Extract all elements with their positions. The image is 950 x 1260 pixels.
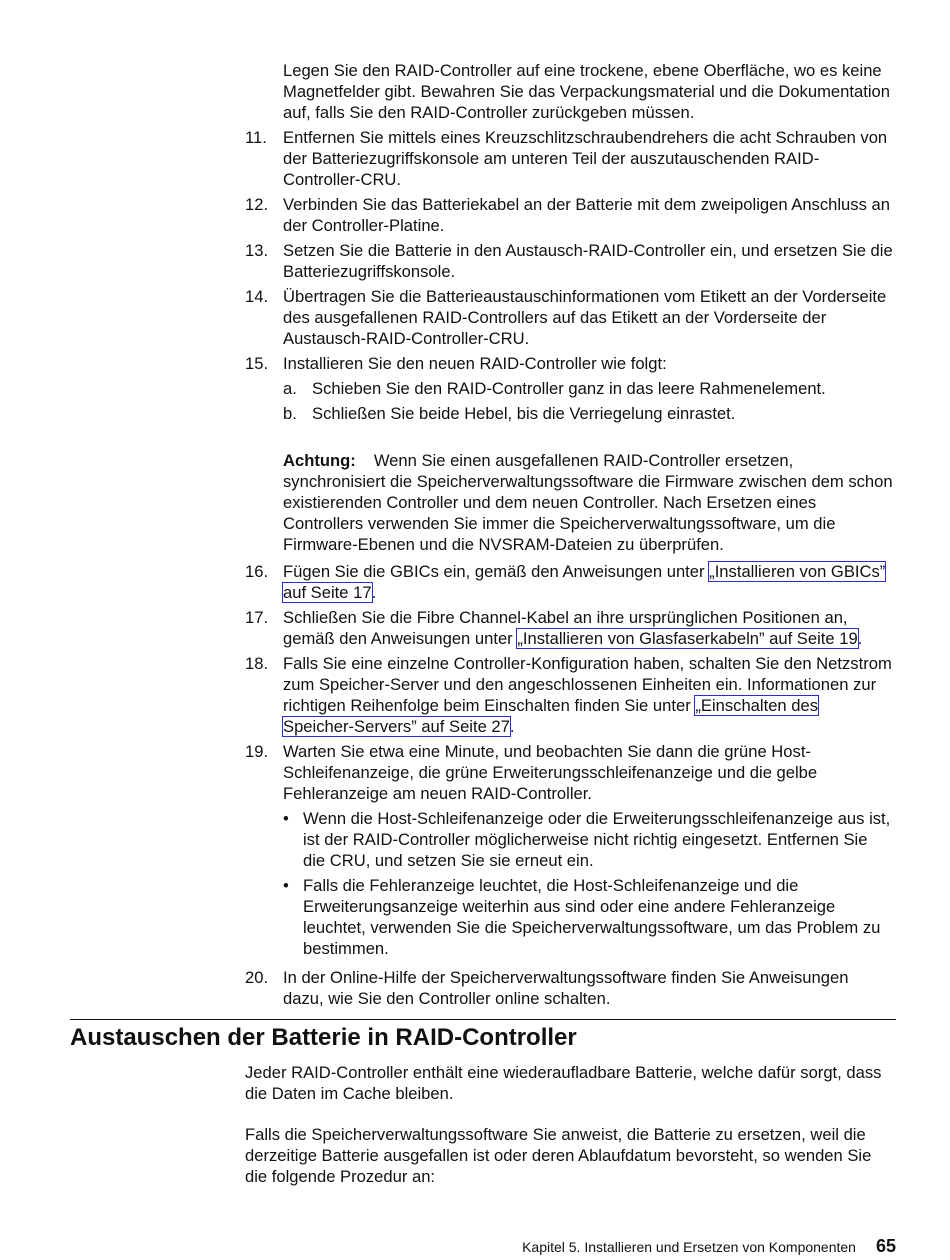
step-text-end: . — [857, 629, 863, 648]
substep-item — [283, 378, 893, 399]
list-item — [245, 561, 893, 603]
list-item — [245, 127, 893, 190]
bullet-icon: • — [283, 876, 289, 895]
cross-reference-link[interactable]: „Installieren von GBICs” auf Seite 17 — [283, 562, 886, 602]
intro-paragraph: Legen Sie den RAID-Controller auf eine trockene, ebene Oberfläche, wo es keine Magnetfelder gibt. Bewahren Sie das Verpackungsmaterial und die Dokumentation auf, falls Sie den RAID-Controller zurückgeben müssen. — [283, 61, 890, 122]
step-number: 15. — [245, 354, 269, 373]
cross-reference-link[interactable]: „Einschalten des Speicher-Servers” auf Seite 27 — [283, 696, 819, 736]
step-text: Warten Sie etwa eine Minute, und beobachten Sie dann die grüne Host-Schleifenanzeige, die grüne Erweiterungsschleifenanzeige und die gelbe Fehleranzeige am neuen RAID-Controller. — [283, 742, 818, 803]
step-text: Übertragen Sie die Batterieaustauschinformationen vom Etikett an der Vorderseite des ausgefallenen RAID-Controllers auf das Etikett an der Vorderseite der Austausch-RAID-Controller-CRU. — [283, 287, 887, 348]
step-number: 20. — [245, 968, 269, 987]
step-text: Installieren Sie den neuen RAID-Controller wie folgt: — [283, 354, 667, 373]
page-number: 65 — [875, 1236, 896, 1256]
attention-text: Wenn Sie einen ausgefallenen RAID-Controller ersetzen, synchronisiert die Speicherverwaltungssoftware die Firmware zwischen dem schon existierenden Controller und dem neuen Controller. Nach Ersetzen eines Controllers verwenden Sie immer die Speicherverwaltungssoftware, um die Firmware-Ebenen und die NVSRAM-Dateien zu überprüfen. — [283, 451, 893, 554]
section-paragraph: Jeder RAID-Controller enthält eine wiederaufladbare Batterie, welche dafür sorgt, dass die Daten im Cache bleiben. — [245, 1063, 882, 1103]
page-footer — [522, 1236, 896, 1257]
substep-letter: a. — [283, 379, 297, 398]
procedure-list — [245, 60, 893, 1013]
step-number: 19. — [245, 742, 269, 761]
step-number: 12. — [245, 195, 269, 214]
step-text-end: . — [509, 717, 515, 736]
bullet-item — [283, 808, 893, 871]
list-item — [245, 240, 893, 282]
substep-text: Schließen Sie beide Hebel, bis die Verriegelung einrastet. — [312, 404, 736, 423]
step-text: Schließen Sie die Fibre Channel-Kabel an ihre ursprünglichen Positionen an, gemäß den Anweisungen unter — [283, 608, 848, 648]
chapter-title: Kapitel 5. Installieren und Ersetzen von Komponenten — [522, 1239, 856, 1255]
bullet-item — [283, 875, 893, 959]
substep-item — [283, 403, 893, 424]
list-item — [245, 353, 893, 428]
list-item — [245, 286, 893, 349]
step-text: Falls Sie eine einzelne Controller-Konfiguration haben, schalten Sie den Netzstrom zum Speicher-Server und den angeschlossenen Einheiten ein. Informationen zur richtigen Reihenfolge beim Einschalten finden Sie unter — [283, 654, 892, 715]
step-text: Setzen Sie die Batterie in den Austausch-RAID-Controller ein, und ersetzen Sie die Batteriezugriffskonsole. — [283, 241, 893, 281]
bullet-text: Falls die Fehleranzeige leuchtet, die Host-Schleifenanzeige und die Erweiterungsanzeige weiterhin aus sind oder eine andere Fehleranzeige leuchtet, verwenden Sie die Speicherverwaltungssoftware, um das Problem zu bestimmen. — [303, 876, 881, 958]
step-text: Fügen Sie die GBICs ein, gemäß den Anweisungen unter — [283, 562, 710, 581]
step-number: 11. — [245, 128, 267, 147]
list-item — [245, 741, 893, 963]
step-number: 13. — [245, 241, 269, 260]
substep-text: Schieben Sie den RAID-Controller ganz in das leere Rahmenelement. — [312, 379, 826, 398]
cross-reference-link[interactable]: „Installieren von Glasfaserkabeln” auf Seite 19 — [517, 629, 858, 648]
bullet-list — [283, 808, 893, 959]
step-text: Verbinden Sie das Batteriekabel an der Batterie mit dem zweipoligen Anschluss an der Controller-Platine. — [283, 195, 890, 235]
section-paragraph: Falls die Speicherverwaltungssoftware Sie anweist, die Batterie zu ersetzen, weil die derzeitige Batterie ausgefallen ist oder deren Ablaufdatum bevorsteht, so wenden Sie die folgende Prozedur an: — [245, 1125, 872, 1186]
list-item — [245, 607, 893, 649]
attention-note — [283, 450, 893, 555]
step-number: 14. — [245, 287, 269, 306]
substep-letter: b. — [283, 404, 297, 423]
step-text: Entfernen Sie mittels eines Kreuzschlitzschraubendrehers die acht Schrauben von der Batteriezugriffskonsole am unteren Teil der auszutauschenden RAID-Controller-CRU. — [283, 128, 888, 189]
bullet-icon: • — [283, 809, 289, 828]
section-divider — [70, 1019, 896, 1020]
substep-list — [283, 378, 893, 424]
step-number: 16. — [245, 562, 269, 581]
step-text-end: . — [371, 583, 377, 602]
section-heading: Austauschen der Batterie in RAID-Controller — [70, 1024, 577, 1051]
list-item — [245, 653, 893, 737]
bullet-text: Wenn die Host-Schleifenanzeige oder die Erweiterungsschleifenanzeige aus ist, ist der RAID-Controller möglicherweise nicht richtig eingesetzt. Entfernen Sie die CRU, und setzen Sie sie erneut ein. — [303, 809, 891, 870]
step-text: In der Online-Hilfe der Speicherverwaltungssoftware finden Sie Anweisungen dazu, wie Sie den Controller online schalten. — [283, 968, 849, 1008]
step-number: 17. — [245, 608, 269, 627]
step-number: 18. — [245, 654, 269, 673]
list-item — [245, 967, 893, 1009]
list-item — [245, 194, 893, 236]
attention-label: Achtung: — [283, 451, 356, 470]
